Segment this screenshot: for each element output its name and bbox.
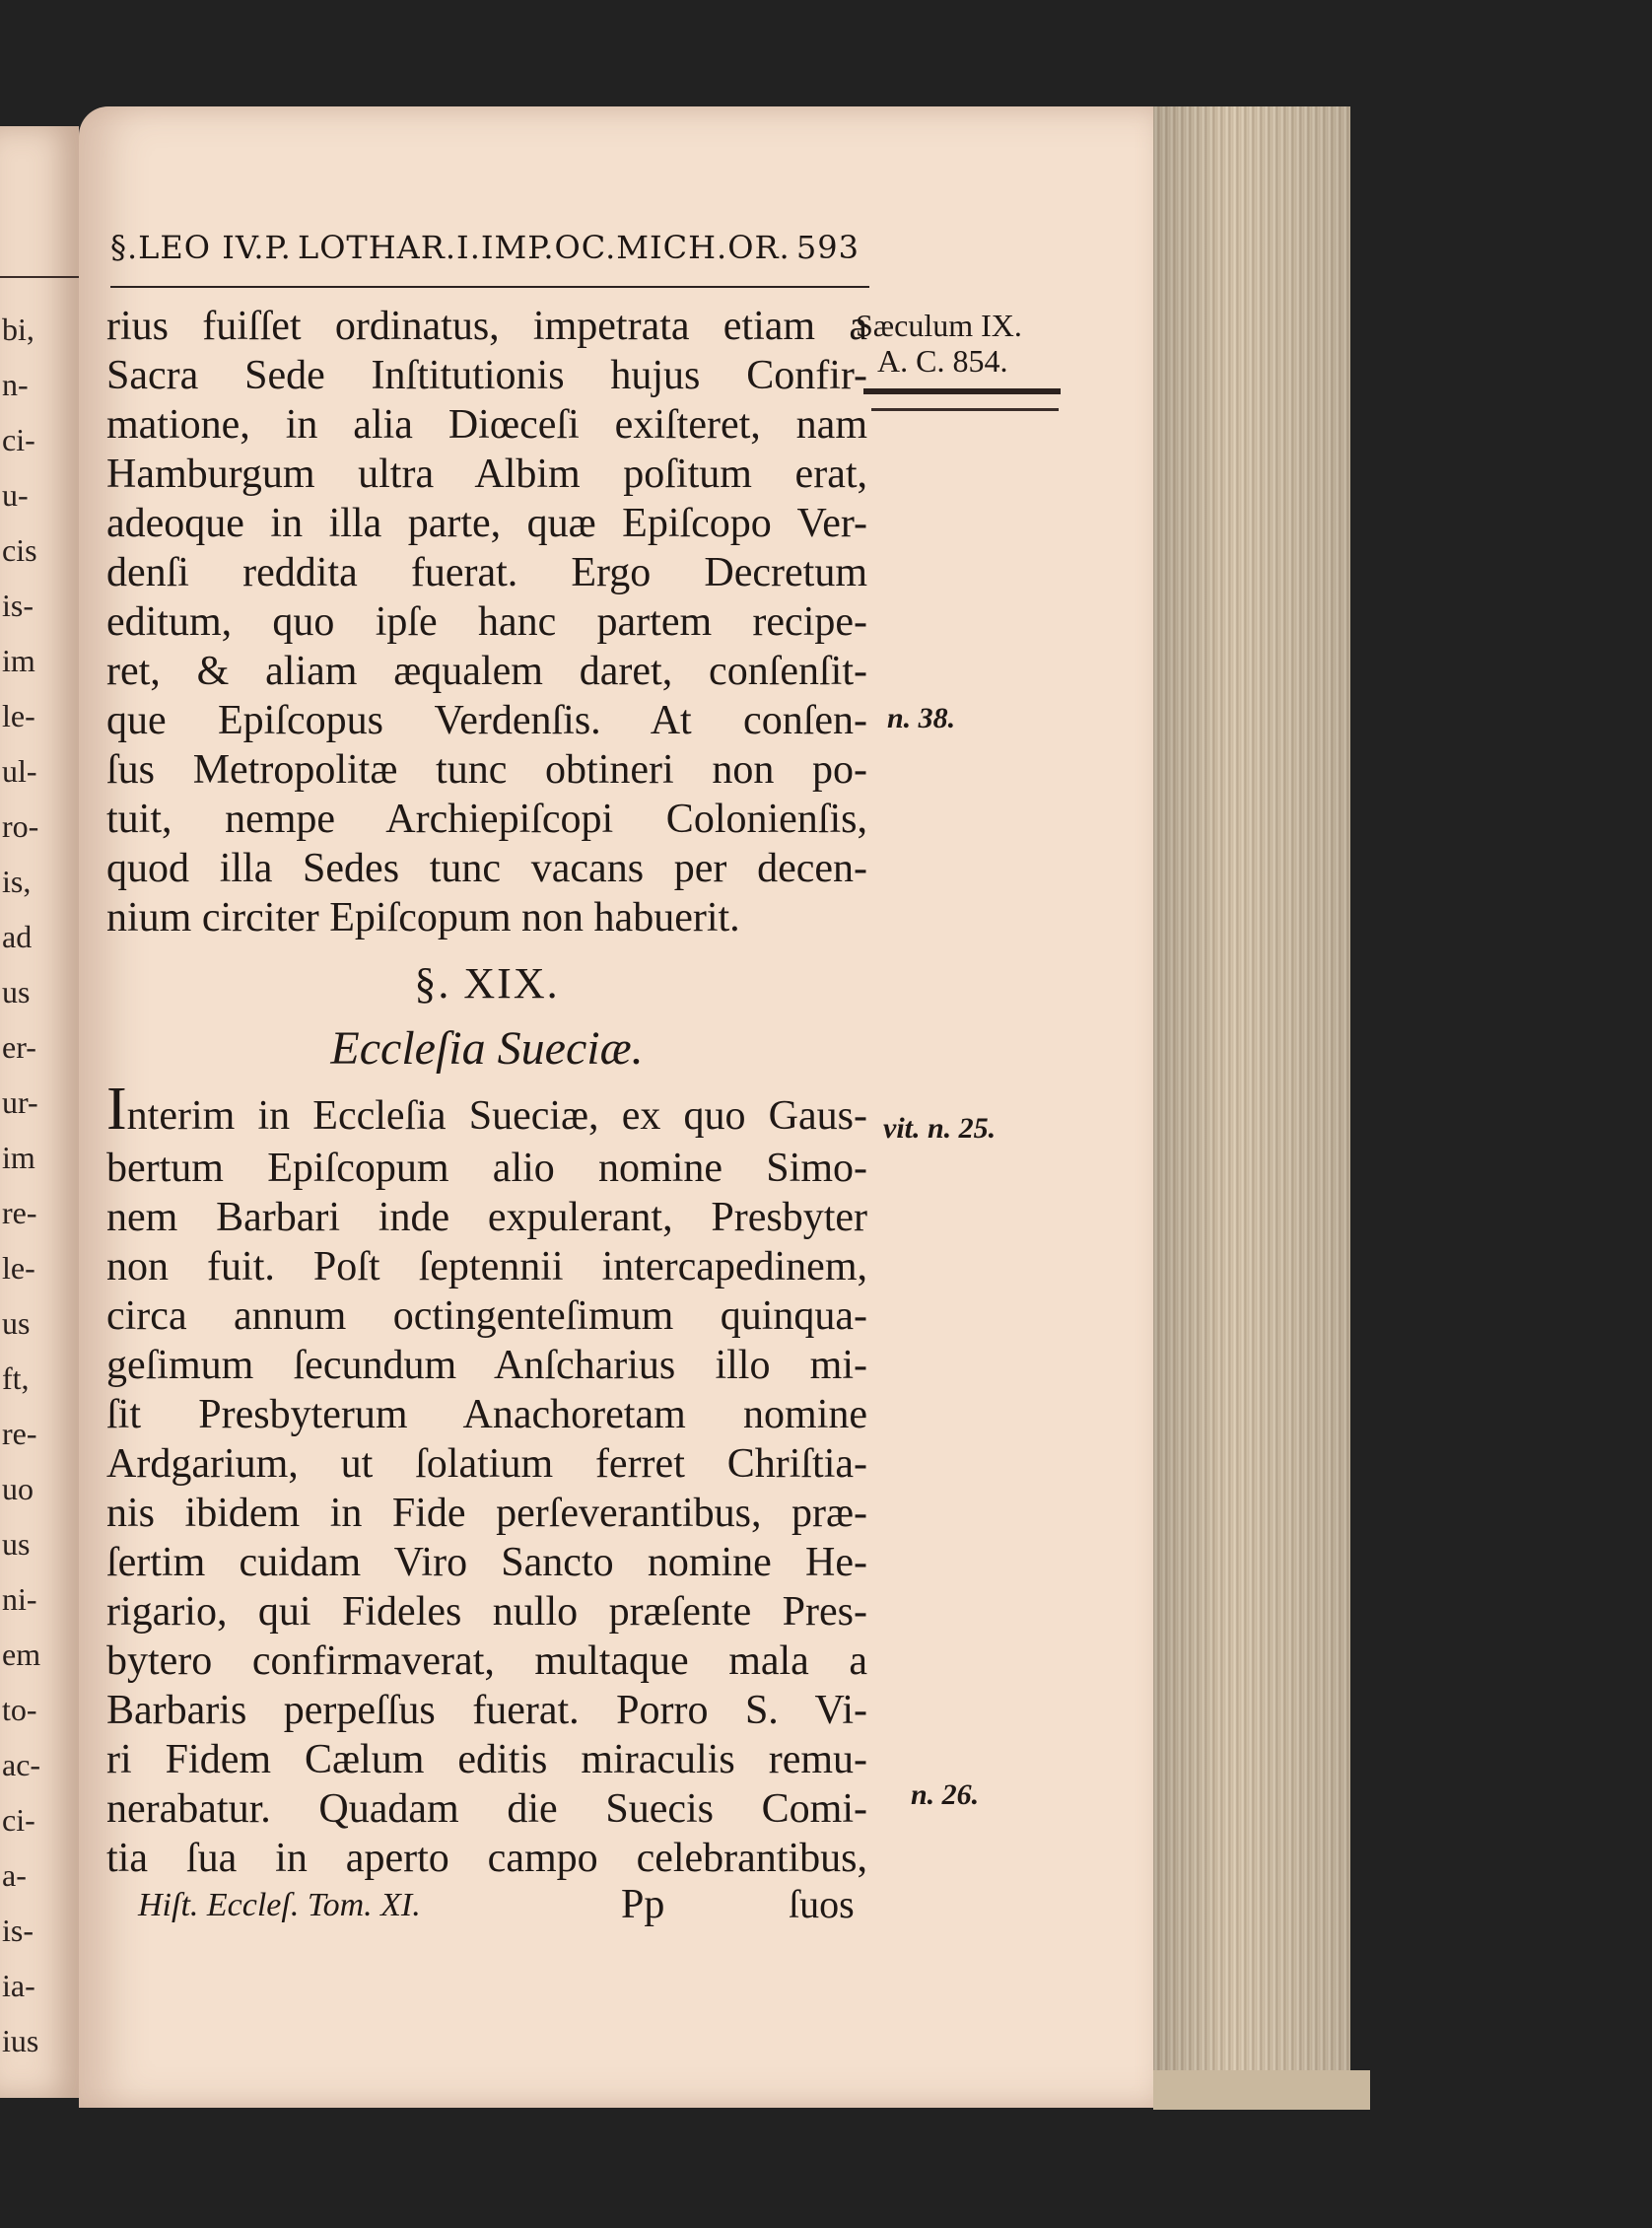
facing-page-fragment: le- — [2, 698, 35, 733]
text-line: tuit, nempe Archiepiſcopi Colonienſis, — [106, 797, 867, 842]
text-line: ſus Metropolitæ tunc obtineri non po- — [106, 747, 867, 793]
text-line: rius fuiſſet ordinatus, impetrata etiam a — [106, 304, 867, 349]
text-line — [106, 1076, 867, 1143]
facing-page-fragment: ci- — [2, 422, 35, 457]
facing-page-fragment: re- — [2, 1195, 37, 1230]
text-line: ſertim cuidam Viro Sancto nomine He- — [106, 1540, 867, 1585]
signature-mark: Pp — [621, 1882, 665, 1927]
facing-page-fragment: us — [2, 974, 31, 1010]
margin-anno: A. C. 854. — [877, 343, 1008, 379]
facing-page-fragment: ac- — [2, 1747, 41, 1782]
facing-page-fragment: to- — [2, 1692, 37, 1727]
facing-page-fragment: ci- — [2, 1802, 35, 1838]
facing-page-fragment: a- — [2, 1857, 27, 1893]
facing-page-fragment: er- — [2, 1029, 36, 1065]
running-head-middle: LOTHAR.I.IMP.OC.MICH.OR. — [297, 229, 791, 266]
text-line: tia ſua in aperto campo celebrantibus, — [106, 1836, 867, 1881]
text-line: nerabatur. Quadam die Suecis Comi- — [106, 1786, 867, 1832]
facing-page-fragment: le- — [2, 1250, 35, 1286]
facing-page-fragment: ad — [2, 919, 33, 954]
page-edges — [1153, 106, 1350, 2078]
text-line: ri Fidem Cælum editis miraculis remu- — [106, 1737, 867, 1782]
text-line: ret, & aliam æqualem daret, conſenſit- — [106, 649, 867, 694]
running-head — [110, 229, 860, 266]
facing-page-fragment: is- — [2, 1913, 34, 1948]
facing-page-fragment: ft, — [2, 1360, 30, 1396]
text-line: rigario, qui Fideles nullo præſente Pres- — [106, 1589, 867, 1635]
text-line: Hamburgum ultra Albim poſitum erat, — [106, 452, 867, 497]
facing-page-fragment: ia- — [2, 1968, 35, 2003]
footer-title: Hiſt. Eccleſ. Tom. XI. — [138, 1887, 421, 1923]
facing-page-fragment: ius — [2, 2023, 39, 2058]
facing-page-fragment: ni- — [2, 1581, 37, 1617]
catchword: ſuos — [789, 1882, 855, 1926]
text-line: editum, quo ipſe hanc partem recipe- — [106, 599, 867, 645]
text-line: quod illa Sedes tunc vacans per decen- — [106, 846, 867, 891]
margin-note-1: n. 38. — [887, 702, 956, 734]
drop-cap: I — [106, 1076, 127, 1143]
text-line: que Epiſcopus Verdenſis. At conſen- — [106, 698, 867, 743]
running-head-left: §.LEO IV.P. — [110, 229, 292, 266]
text-line: adeoque in illa parte, quæ Epiſcopo Ver- — [106, 501, 867, 546]
text-line: Sacra Sede Inſtitutionis hujus Confir- — [106, 353, 867, 398]
margin-note-2: vit. n. 25. — [883, 1112, 997, 1145]
facing-page-fragment: ul- — [2, 753, 37, 789]
text-line: bertum Epiſcopum alio nomine Simo- — [106, 1146, 867, 1191]
section-title: Eccleſia Sueciæ. — [330, 1022, 644, 1075]
text-line-rest: nterim in Eccleſia Sueciæ, ex quo Gaus- — [126, 1093, 867, 1139]
page-number: 593 — [795, 229, 860, 266]
text-line: Ardgarium, ut ſolatium ferret Chriſtia- — [106, 1441, 867, 1487]
text-line: denſi reddita fuerat. Ergo Decretum — [106, 550, 867, 595]
facing-page-fragment: n- — [2, 367, 29, 402]
facing-page-fragment: ur- — [2, 1084, 38, 1120]
section-number: §. XIX. — [414, 959, 560, 1008]
facing-page-rule — [0, 276, 79, 278]
text-line: matione, in alia Diœceſi exiſteret, nam — [106, 402, 867, 448]
facing-page-fragment: is, — [2, 864, 32, 899]
facing-page-fragment: im — [2, 1140, 35, 1175]
facing-page-fragment: cis — [2, 532, 37, 568]
margin-rule-thin — [871, 408, 1059, 411]
facing-page-fragment: u- — [2, 477, 29, 513]
facing-page-fragment: us — [2, 1305, 31, 1341]
facing-page-fragment: us — [2, 1526, 31, 1562]
text-line: nium circiter Epiſcopum non habuerit. — [106, 895, 740, 940]
facing-page-left — [0, 126, 79, 2098]
text-line: non fuit. Poſt ſeptennii intercapedinem, — [106, 1244, 867, 1289]
text-line: ſit Presbyterum Anachoretam nomine — [106, 1392, 867, 1437]
facing-page-fragment: uo — [2, 1471, 34, 1506]
text-line: nis ibidem in Fide perſeverantibus, præ- — [106, 1491, 867, 1536]
text-line: Barbaris perpeſſus fuerat. Porro S. Vi- — [106, 1688, 867, 1733]
facing-page-fragment: is- — [2, 588, 34, 623]
facing-page-fragment: em — [2, 1636, 41, 1672]
facing-page-fragment: ro- — [2, 808, 39, 844]
text-line: geſimum ſecundum Anſcharius illo mi- — [106, 1343, 867, 1388]
book-bottom-edge — [1153, 2070, 1370, 2110]
text-line: circa annum octingenteſimum quinqua- — [106, 1293, 867, 1339]
facing-page-fragment: re- — [2, 1416, 37, 1451]
facing-page-fragment: bi, — [2, 312, 34, 347]
header-rule — [110, 286, 869, 288]
margin-rule — [863, 388, 1061, 394]
facing-page-fragment: im — [2, 643, 35, 678]
text-line: bytero confirmaverat, multaque mala a — [106, 1638, 867, 1684]
text-line: nem Barbari inde expulerant, Presbyter — [106, 1195, 867, 1240]
margin-note-3: n. 26. — [911, 1778, 980, 1811]
margin-saeculum: Sæculum IX. — [856, 308, 1022, 343]
